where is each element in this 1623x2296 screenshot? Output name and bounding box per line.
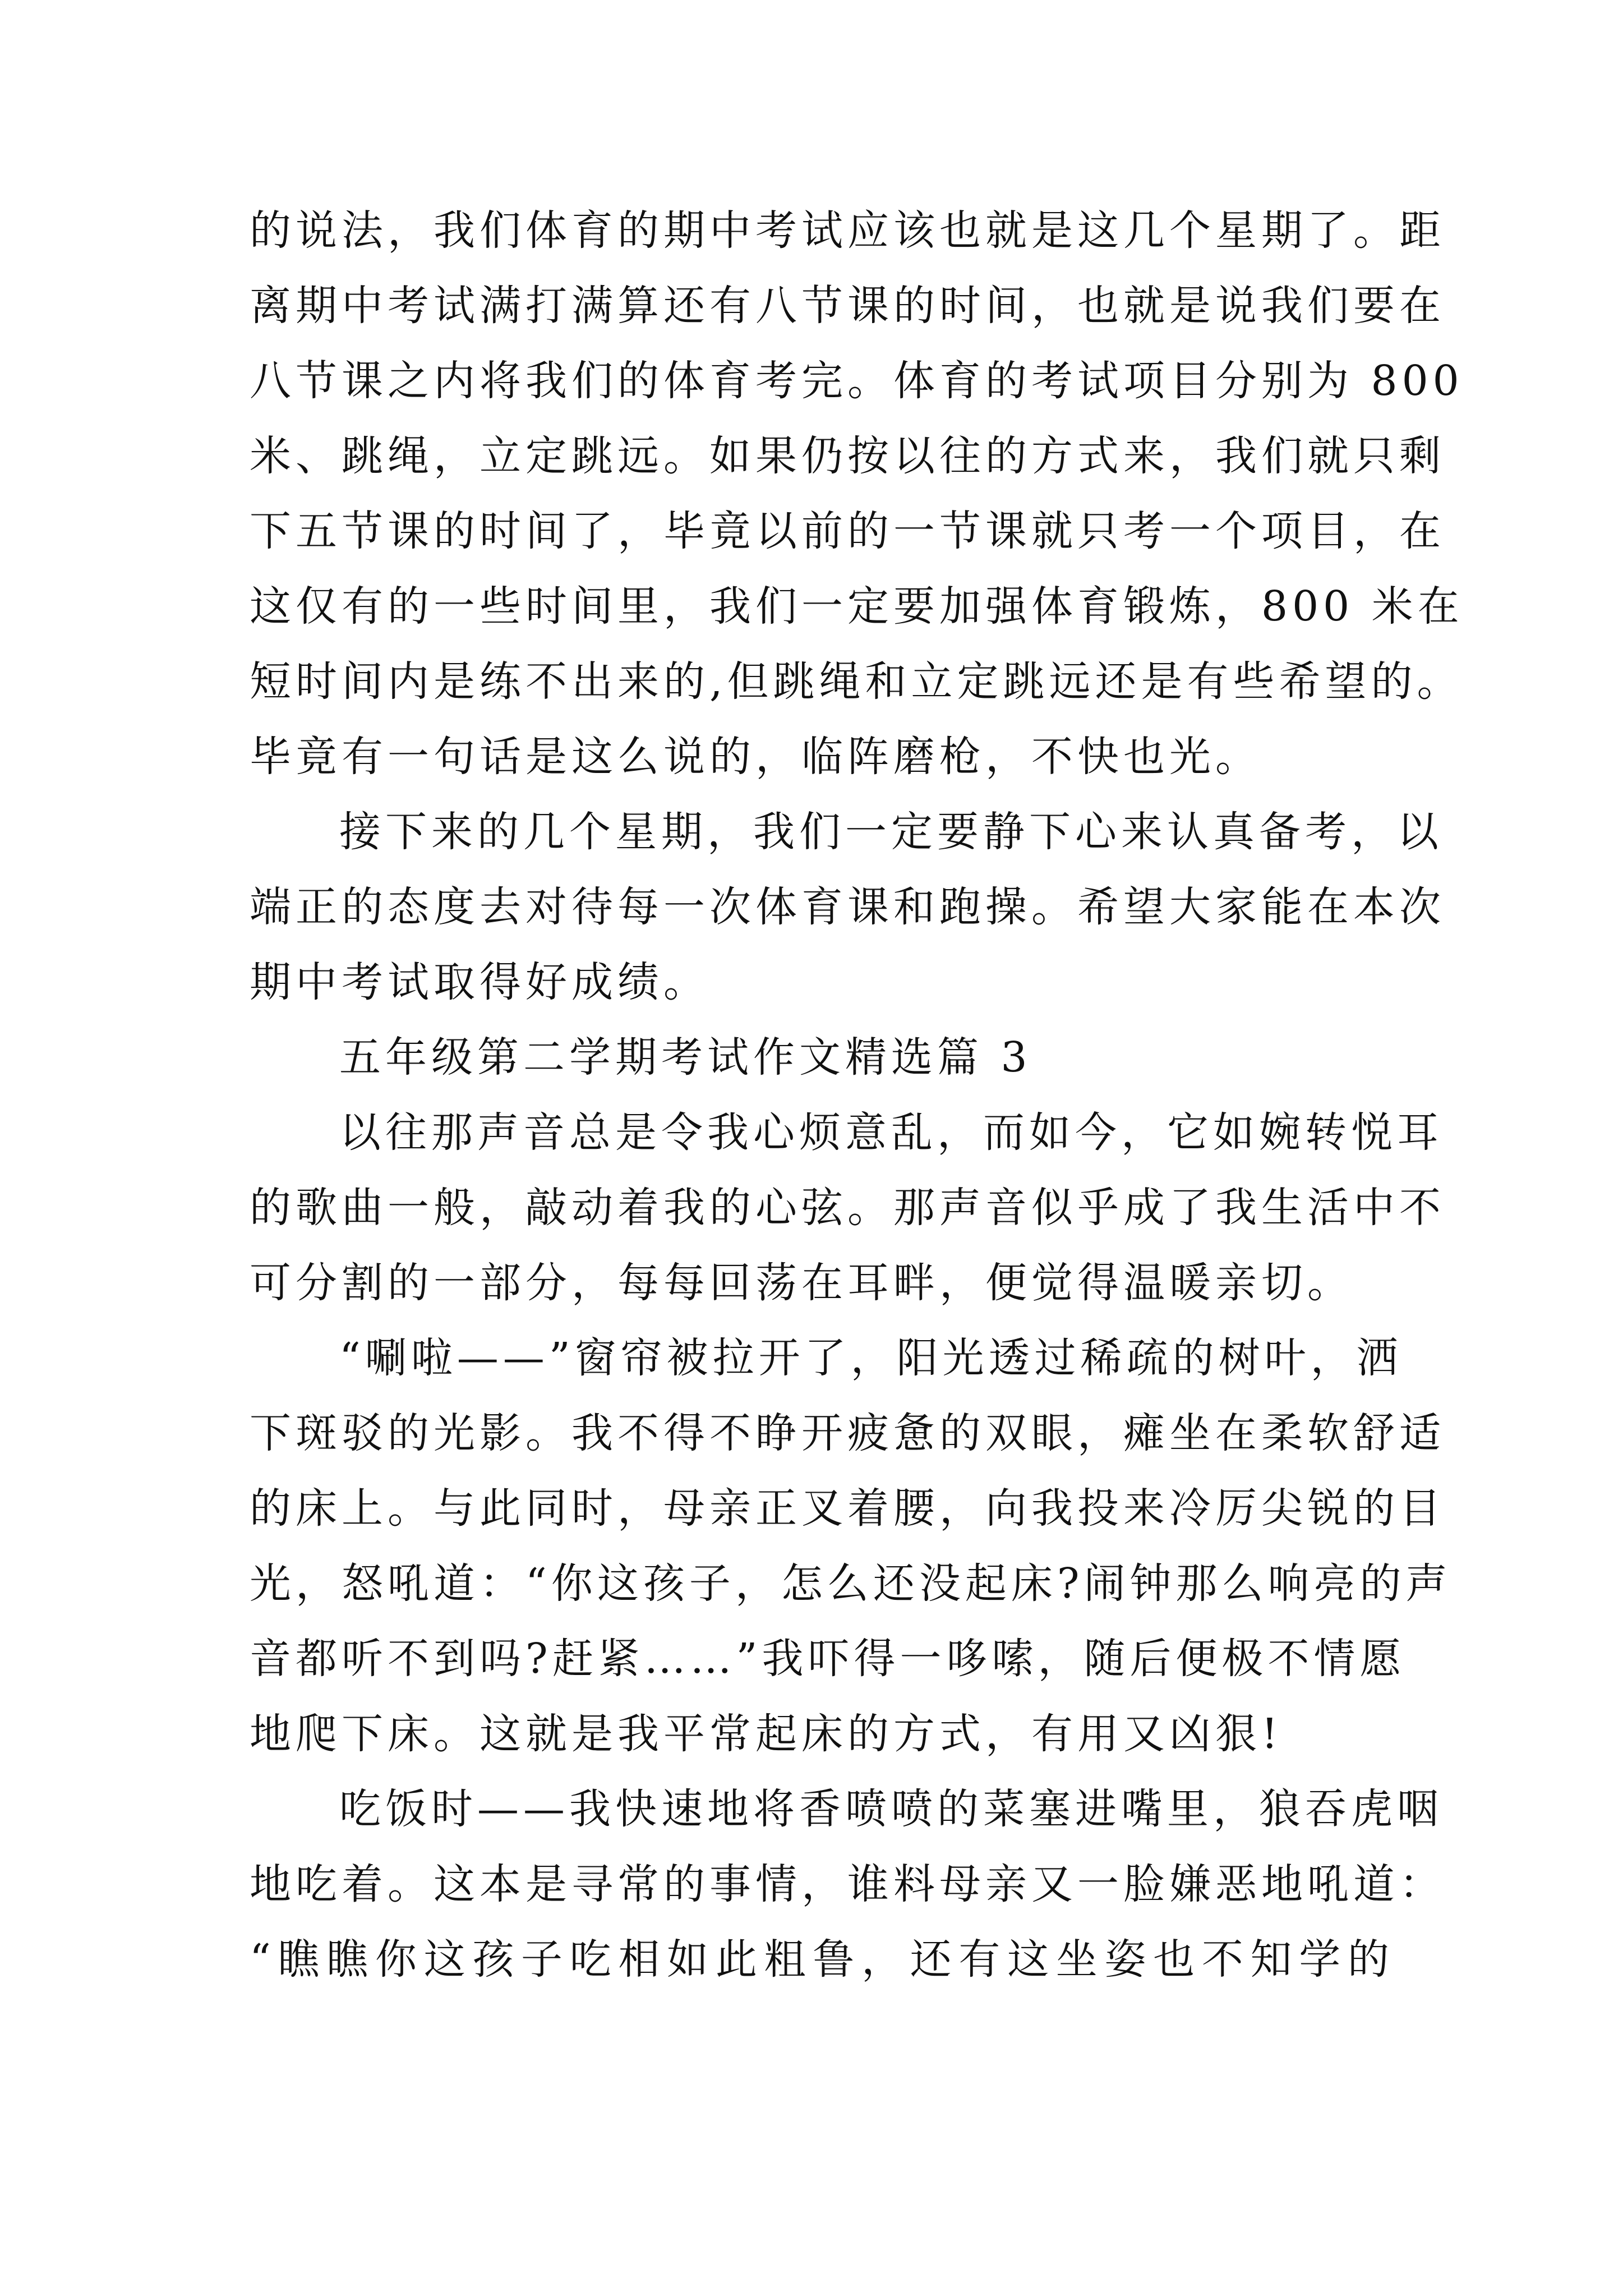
paragraph-first-line: 吃饭时——我快速地将香喷喷的菜塞进嘴里，狼吞虎咽 (339, 1785, 1443, 1833)
text-line: 下斑驳的光影。我不得不睁开疲惫的双眼，瘫坐在柔软舒适 (250, 1409, 1445, 1457)
text-line: “瞧瞧你这孩子吃相如此粗鲁，还有这坐姿也不知学的 (250, 1935, 1394, 1984)
text-line: 光，怒吼道：“你这孩子，怎么还没起床?闹钟那么响亮的声 (250, 1559, 1452, 1608)
text-line: 的歌曲一般，敲动着我的心弦。那声音似乎成了我生活中不 (250, 1184, 1445, 1232)
text-line: 地爬下床。这就是我平常起床的方式，有用又凶狠! (250, 1710, 1283, 1758)
text-line: 地吃着。这本是寻常的事情，谁料母亲又一脸嫌恶地吼道： (250, 1860, 1445, 1908)
text-line: 的说法，我们体育的期中考试应该也就是这几个星期了。距 (250, 206, 1445, 255)
text-line: 可分割的一部分，每每回荡在耳畔，便觉得温暖亲切。 (250, 1259, 1353, 1307)
paragraph-first-line: 以往那声音总是令我心烦意乱，而如今，它如婉转悦耳 (339, 1108, 1443, 1157)
text-line: 短时间内是练不出来的,但跳绳和立定跳远还是有些希望的。 (250, 657, 1463, 706)
paragraph-first-line: 接下来的几个星期，我们一定要静下心来认真备考，以 (339, 808, 1443, 856)
text-line: 毕竟有一句话是这么说的，临阵磨枪，不快也光。 (250, 733, 1261, 781)
text-line: 这仅有的一些时间里，我们一定要加强体育锻炼，800 米在 (250, 582, 1464, 631)
body-text (250, 193, 1464, 1997)
text-line: 期中考试取得好成绩。 (250, 958, 709, 1006)
paragraph-first-line: “唰啦——”窗帘被拉开了，阳光透过稀疏的树叶，洒 (339, 1334, 1403, 1382)
section-heading: 五年级第二学期考试作文精选篇 3 (339, 1033, 1032, 1082)
text-line: 的床上。与此同时，母亲正叉着腰，向我投来冷厉尖锐的目 (250, 1484, 1445, 1533)
text-line: 端正的态度去对待每一次体育课和跑操。希望大家能在本次 (250, 883, 1445, 931)
text-line: 离期中考试满打满算还有八节课的时间，也就是说我们要在 (250, 282, 1445, 330)
text-line: 米、跳绳，立定跳远。如果仍按以往的方式来，我们就只剩 (250, 432, 1445, 480)
text-line: 音都听不到吗?赶紧……”我吓得一哆嗦，随后便极不情愿 (250, 1635, 1406, 1683)
text-line: 下五节课的时间了，毕竟以前的一节课就只考一个项目，在 (250, 507, 1445, 555)
text-line: 八节课之内将我们的体育考完。体育的考试项目分别为 800 (250, 357, 1464, 405)
